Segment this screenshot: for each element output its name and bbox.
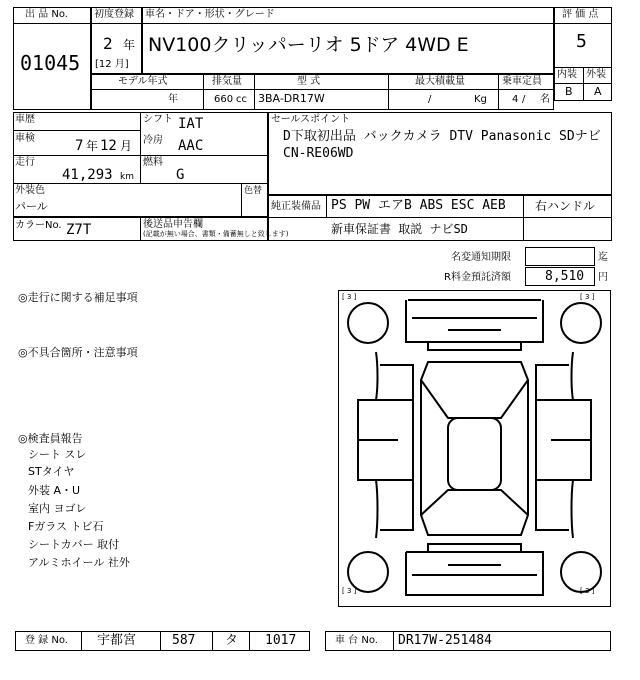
wheel-front-left — [348, 303, 388, 343]
name-change-unit: 迄 — [598, 252, 608, 263]
front-view — [406, 300, 543, 350]
sales-point-line-1: D下取初出品 バックカメラ DTV Panasonic SDナビ — [283, 129, 601, 144]
car-name-label: 車名・ドア・形状・グレード — [145, 9, 275, 20]
car-name: NV100クリッパーリオ 5ドア 4WD E — [148, 34, 469, 56]
corner-rear-left: [ 3 ] — [342, 587, 357, 595]
registration-kana: タ — [225, 633, 239, 648]
car-body-diagram — [338, 290, 611, 607]
score: 5 — [576, 31, 587, 52]
model-year-label: モデル年式 — [118, 76, 168, 87]
report-item: 室内 ヨゴレ — [28, 502, 87, 515]
max-load-label: 最大積載量 — [415, 76, 465, 87]
wheel-front-right — [561, 303, 601, 343]
warranty-docs: 新車保証書 取説 ナビSD — [331, 222, 468, 236]
equipment-label: 純正装備品 — [271, 201, 321, 212]
color: パール — [15, 200, 48, 213]
ac-label: 冷房 — [143, 135, 163, 146]
name-change-label: 名変通知期限 — [451, 252, 511, 263]
registration-label: 登 録 No. — [25, 635, 68, 646]
color-label: 外装色 — [15, 185, 45, 196]
corner-front-right: [ 3 ] — [580, 293, 595, 301]
equipment: PS PW エアB ABS ESC AEB — [331, 198, 506, 213]
top-view-windshield — [421, 380, 528, 418]
type-label: 型 式 — [297, 76, 321, 87]
chassis-label: 車 台 No. — [335, 635, 378, 646]
shift: IAT — [178, 116, 204, 132]
mileage-unit: km — [120, 172, 134, 182]
report-item: シートカバー 取付 — [28, 538, 120, 551]
max-load-separator: / — [428, 94, 432, 105]
name-change-value-box — [525, 247, 595, 266]
lot-number: 01045 — [20, 51, 81, 75]
doc-label: 後送品申告欄 — [143, 219, 203, 230]
registration-class: 587 — [172, 633, 196, 648]
inspector-report-heading: ◎検査員報告 — [18, 432, 83, 445]
score-label: 評 価 点 — [562, 9, 599, 20]
handle-side: 右ハンドル — [535, 199, 596, 213]
displacement: 660 — [214, 94, 234, 105]
sales-point-label: セールスポイント — [271, 114, 351, 125]
displacement-unit: cc — [236, 94, 247, 105]
shaken-month: 12 — [100, 138, 117, 154]
fuel-label: 燃料 — [143, 157, 163, 168]
top-view-roof — [448, 418, 501, 490]
repaint-label: 色替 — [244, 186, 263, 196]
ac: AAC — [178, 138, 204, 154]
history-label: 車歴 — [15, 114, 35, 125]
color-no: Z7T — [66, 222, 92, 238]
displacement-label: 排気量 — [212, 76, 242, 87]
registration-area: 宇都宮 — [97, 633, 137, 648]
shaken-month-unit: 月 — [120, 139, 133, 153]
shaken-label: 車検 — [15, 133, 35, 144]
year-unit: 年 — [123, 38, 136, 52]
shaken-year: 7 — [75, 138, 84, 154]
first-registration-year: 2 — [103, 34, 113, 53]
mileage: 41,293 — [62, 167, 113, 183]
fuel: G — [176, 167, 185, 183]
top-view-rear-window — [421, 490, 528, 515]
report-item: アルミホイール 社外 — [28, 556, 130, 569]
interior-label: 内装 — [557, 69, 577, 80]
report-item: Fガラス トビ石 — [28, 520, 104, 533]
exterior-label: 外装 — [586, 69, 606, 80]
color-no-label: カラーNo. — [15, 220, 62, 231]
capacity-separator: / — [522, 94, 526, 105]
mileage-label: 走行 — [15, 157, 35, 168]
capacity-label: 乗車定員 — [502, 76, 542, 87]
recycle-value: 8,510 — [545, 269, 585, 284]
interior-grade: B — [565, 85, 573, 98]
right-side-view — [536, 352, 591, 538]
corner-rear-right: [ 3 ] — [580, 587, 595, 595]
model-year-unit: 年 — [168, 94, 178, 105]
report-item: シート スレ — [28, 448, 87, 461]
wheel-rear-right — [561, 552, 601, 592]
type: 3BA-DR17W — [258, 92, 325, 105]
recycle-unit: 円 — [598, 272, 608, 283]
top-view-body — [421, 362, 528, 535]
registration-number: 1017 — [265, 633, 297, 648]
left-side-view — [358, 352, 413, 538]
lot-number-label: 出 品 No. — [25, 9, 68, 20]
capacity: 4 — [512, 94, 519, 105]
wheel-rear-left — [348, 552, 388, 592]
sales-point-line-2: CN-RE06WD — [283, 146, 354, 161]
report-item: 外装 A・U — [28, 484, 81, 497]
max-load-unit: Kg — [474, 94, 487, 105]
report-item: STタイヤ — [28, 465, 75, 478]
exterior-grade: A — [594, 85, 602, 98]
shaken-year-unit: 年 — [86, 139, 99, 153]
recycle-label: R料金預託済額 — [444, 272, 511, 283]
shift-label: シフト — [143, 114, 173, 125]
capacity-unit: 名 — [540, 94, 550, 105]
first-registration-label: 初度登録 — [94, 9, 134, 20]
defect-notes-heading: ◎不具合箇所・注意事項 — [18, 346, 138, 359]
chassis-number: DR17W-251484 — [398, 633, 492, 648]
driving-notes-heading: ◎走行に関する補足事項 — [18, 291, 138, 304]
doc-note: (記載が無い場合、書類・備蓄無しと致します) — [143, 230, 289, 238]
first-registration-month: [12 月] — [95, 59, 129, 70]
rear-view — [406, 544, 543, 595]
corner-front-left: [ 3 ] — [342, 293, 357, 301]
